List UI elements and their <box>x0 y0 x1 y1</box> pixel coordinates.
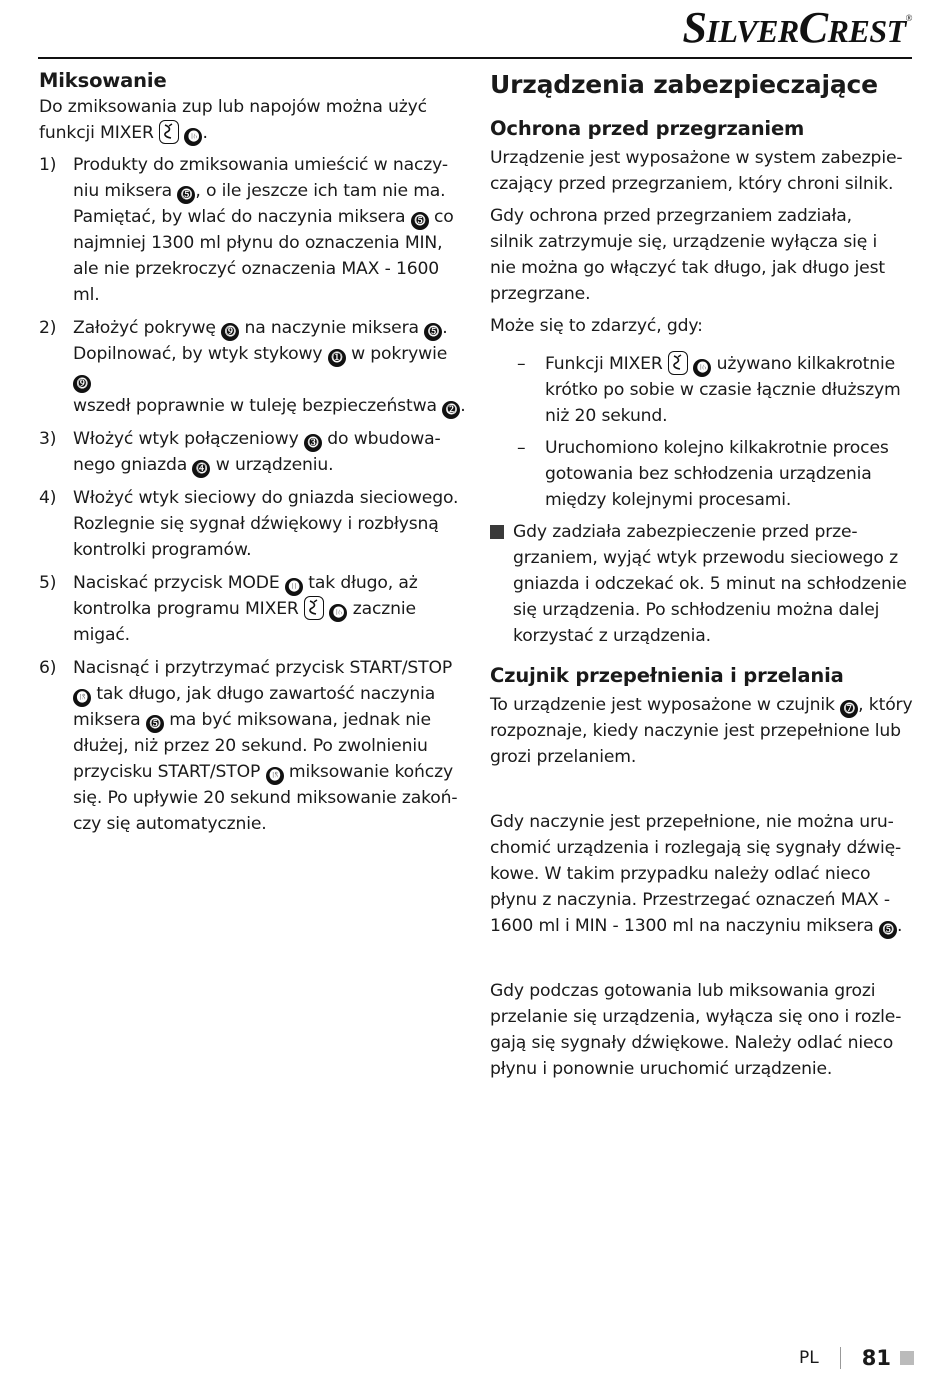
footer-square-icon <box>900 1351 914 1365</box>
text-line: ma być miksowana, jednak nie <box>169 710 431 730</box>
ref-16-icon: ⓰ <box>184 128 202 146</box>
text-line: Nacisnąć i przytrzymać przycisk START/STOP <box>73 658 453 678</box>
text-line: kowe. W takim przypadku należy odlać nieco <box>490 864 871 884</box>
text-line: migać. <box>73 625 130 645</box>
footer-divider <box>840 1347 841 1369</box>
ref-5-icon: ⓹ <box>411 212 429 230</box>
text-line: w urządzeniu. <box>215 455 334 475</box>
text-line: do wbudowa- <box>327 429 441 449</box>
ref-7-icon: ⓻ <box>840 700 858 718</box>
registered-mark: ® <box>905 13 912 23</box>
text-line: używano kilkakrotnie <box>716 354 896 374</box>
section-heading-overflow: Czujnik przepełnienia i przelania <box>490 664 844 687</box>
text-line: Włożyć wtyk połączeniowy <box>73 429 299 449</box>
text-line: tak długo, jak długo zawartość naczynia <box>96 684 436 704</box>
text-line: się urządzenia. Po schłodzeniu można dalej <box>513 600 880 620</box>
list-item <box>490 519 914 649</box>
text-line: grozi przelaniem. <box>490 747 637 767</box>
paragraph <box>490 145 914 197</box>
text-line: 1600 ml i MIN - 1300 ml na naczyniu miksera <box>490 916 874 936</box>
dash-bullet: – <box>517 354 526 374</box>
text-line: między kolejnymi procesami. <box>545 490 792 510</box>
text-line: zacznie <box>352 599 416 619</box>
ref-9-icon: ⓽ <box>221 323 239 341</box>
list-item <box>490 351 914 429</box>
brand-logo <box>682 3 912 52</box>
item-number: 2) <box>39 318 57 338</box>
ref-5-icon: ⓹ <box>424 323 442 341</box>
text-line: silnik zatrzymuje się, urządzenie wyłącza się i <box>490 232 878 252</box>
text-line: nie można go włączyć tak długo, jak długo jest <box>490 258 885 278</box>
text-line: Gdy zadziała zabezpieczenie przed prze- <box>513 522 858 542</box>
paragraph <box>490 809 914 939</box>
mixer-icon <box>159 120 179 144</box>
ref-16-icon: ⓰ <box>693 359 711 377</box>
text-line: chomić urządzenia i rozlegają się sygnały dźwię- <box>490 838 902 858</box>
text-line: korzystać z urządzenia. <box>513 626 711 646</box>
text-line: płynu z naczynia. Przestrzegać oznaczeń MAX - <box>490 890 890 910</box>
mixing-intro: Do zmiksowania zup lub napojów można użyć funkcji MIXER ⓰ . <box>39 94 467 146</box>
list-item <box>39 426 467 478</box>
item-number: 1) <box>39 155 57 175</box>
ref-4-icon: ⓸ <box>192 460 210 478</box>
text-line: Rozlegnie się sygnał dźwiękowy i rozbłysną <box>73 514 439 534</box>
text-line: . <box>460 396 466 416</box>
ref-3-icon: ⓷ <box>304 434 322 452</box>
section-heading-overheat: Ochrona przed przegrzaniem <box>490 117 805 140</box>
text-line: Pamiętać, by wlać do naczynia miksera <box>73 207 406 227</box>
text-line: , który <box>858 695 913 715</box>
dash-bullet: – <box>517 438 526 458</box>
ref-18-icon: ⓲ <box>73 689 91 707</box>
logo-letter: C <box>798 3 828 52</box>
header-divider <box>38 57 912 59</box>
text-line: nego gniazda <box>73 455 188 475</box>
page-title: Urządzenia zabezpieczające <box>490 70 878 99</box>
logo-letter: S <box>682 3 707 52</box>
text-line: Do zmiksowania zup lub napojów można użyć <box>39 97 427 117</box>
text-line: Uruchomiono kolejno kilkakrotnie proces <box>545 438 889 458</box>
page-footer <box>799 1346 914 1370</box>
ref-11-icon: ⓫ <box>285 578 303 596</box>
square-bullet-icon <box>490 525 504 539</box>
list-item <box>39 570 467 648</box>
text-line: przycisku START/STOP <box>73 762 261 782</box>
logo-text: ILVER <box>706 13 799 49</box>
text-line: Naciskać przycisk MODE <box>73 573 280 593</box>
text-line: czający przed przegrzaniem, który chroni silnik. <box>490 174 894 194</box>
text-line: się. Po upływie 20 sekund miksowanie zakoń- <box>73 788 458 808</box>
text-line: Dopilnować, by wtyk stykowy <box>73 344 323 364</box>
text-line: tak długo, aż <box>308 573 418 593</box>
ref-5-icon: ⓹ <box>146 715 164 733</box>
text-line: kontrolki programów. <box>73 540 252 560</box>
text-line: To urządzenie jest wyposażone w czujnik <box>490 695 835 715</box>
left-column <box>39 60 467 844</box>
text-line: Włożyć wtyk sieciowy do gniazda sieciowego. <box>73 488 459 508</box>
list-item <box>39 655 467 837</box>
mixer-icon <box>304 596 324 620</box>
item-number: 4) <box>39 488 57 508</box>
text-line: . <box>442 318 448 338</box>
text-line: rozpoznaje, kiedy naczynie jest przepełnione lub <box>490 721 901 741</box>
text-line: wszedł poprawnie w tuleję bezpieczeństwa <box>73 396 437 416</box>
text-line: na naczynie miksera <box>244 318 419 338</box>
ref-5-icon: ⓹ <box>177 186 195 204</box>
mixer-icon <box>668 351 688 375</box>
text-line: kontrolka programu MIXER <box>73 599 299 619</box>
text-line: , o ile jeszcze ich tam nie ma. <box>195 181 446 201</box>
ref-18-icon: ⓲ <box>266 767 284 785</box>
text-line: w pokrywie <box>351 344 448 364</box>
text-line: najmniej 1300 ml płynu do oznaczenia MIN, <box>73 233 443 253</box>
mixing-steps-list <box>39 152 467 837</box>
right-column <box>490 60 914 1082</box>
text-line: miksera <box>73 710 141 730</box>
text-line: czy się automatycznie. <box>73 814 267 834</box>
text-line: niż 20 sekund. <box>545 406 668 426</box>
text-line: Urządzenie jest wyposażone w system zabezpie- <box>490 148 903 168</box>
text-line: niu miksera <box>73 181 172 201</box>
section-heading-mixing: Miksowanie <box>39 69 167 92</box>
paragraph <box>490 692 914 770</box>
text-line: Gdy naczynie jest przepełnione, nie można uru- <box>490 812 894 832</box>
text-line: Gdy ochrona przed przegrzaniem zadziała, <box>490 206 852 226</box>
text-line: dłużej, niż przez 20 sekund. Po zwolnieniu <box>73 736 428 756</box>
text-line: Funkcji MIXER <box>545 354 663 374</box>
list-item <box>39 315 467 419</box>
ref-2-icon: ⓶ <box>442 401 460 419</box>
text-line: Produkty do zmiksowania umieścić w naczy- <box>73 155 448 175</box>
item-number: 6) <box>39 658 57 678</box>
text-line: płynu i ponownie uruchomić urządzenie. <box>490 1059 833 1079</box>
text-line: przegrzane. <box>490 284 591 304</box>
text-line: przelanie się urządzenia, wyłącza się ono i rozle- <box>490 1007 902 1027</box>
text-line: gają się sygnały dźwiękowe. Należy odlać nieco <box>490 1033 894 1053</box>
item-number: 5) <box>39 573 57 593</box>
ref-5-icon: ⓹ <box>879 921 897 939</box>
text-line: miksowanie kończy <box>288 762 453 782</box>
text-line: funkcji MIXER <box>39 123 154 143</box>
text-line: Gdy podczas gotowania lub miksowania grozi <box>490 981 876 1001</box>
text-line: gotowania bez schłodzenia urządzenia <box>545 464 872 484</box>
text-line: gniazda i odczekać ok. 5 minut na schłodzenie <box>513 574 907 594</box>
list-item <box>39 152 467 308</box>
list-item <box>39 485 467 563</box>
text-line: grzaniem, wyjąć wtyk przewodu sieciowego z <box>513 548 898 568</box>
paragraph: Może się to zdarzyć, gdy: <box>490 316 703 336</box>
text-line: . <box>896 916 903 936</box>
ref-16-icon: ⓰ <box>329 604 347 622</box>
ref-9-icon: ⓽ <box>73 375 91 393</box>
ref-1-icon: ⓵ <box>328 349 346 367</box>
text-line: Założyć pokrywę <box>73 318 216 338</box>
list-item <box>490 435 914 513</box>
text-line: co <box>428 207 454 227</box>
page-number: 81 <box>861 1346 891 1370</box>
logo-text: REST <box>827 13 906 49</box>
language-code: PL <box>799 1348 819 1368</box>
paragraph <box>490 978 914 1082</box>
text-line: krótko po sobie w czasie łącznie dłuższym <box>545 380 901 400</box>
item-number: 3) <box>39 429 57 449</box>
paragraph <box>490 203 914 307</box>
text-line: ale nie przekroczyć oznaczenia MAX - 1600 ml. <box>73 259 440 305</box>
